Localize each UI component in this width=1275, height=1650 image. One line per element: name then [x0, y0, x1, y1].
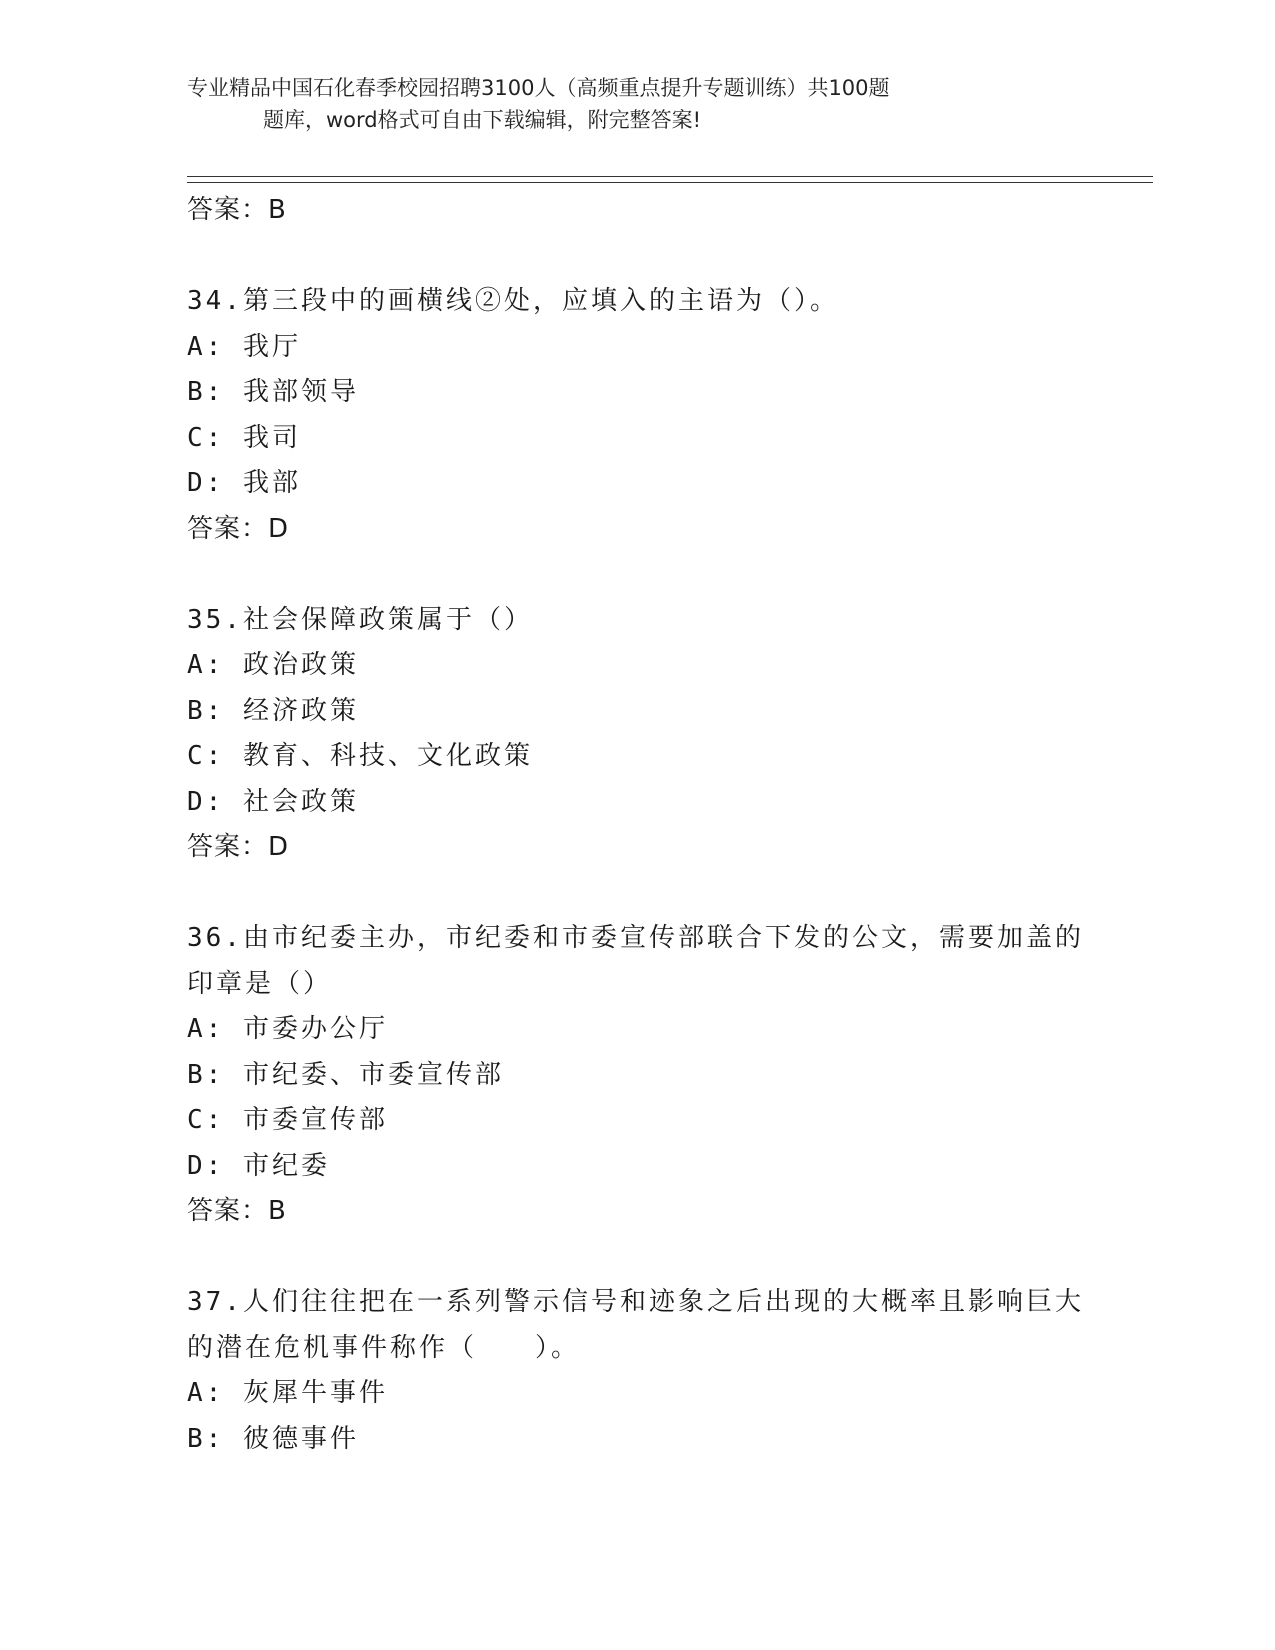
- option-a: A: 灰犀牛事件: [187, 1378, 388, 1408]
- option-c: C: 我司: [187, 422, 301, 453]
- option-d: D: 社会政策: [187, 786, 359, 817]
- spacer: [187, 234, 1087, 280]
- option-b: B: 我部领导: [187, 377, 359, 407]
- option-d: D: 我部: [187, 468, 301, 498]
- answer-line: 答案：D: [187, 513, 290, 544]
- question-text: 35.社会保障政策属于（）: [187, 604, 533, 635]
- option-b: B: 彼德事件: [187, 1423, 359, 1454]
- question-block: [187, 279, 1087, 552]
- option-a: A: 市委办公厅: [187, 1014, 388, 1044]
- question-text: 36.由市纪委主办，市纪委和市委宣传部联合下发的公文，需要加盖的印章是（）: [187, 923, 1084, 999]
- question-text: 34.第三段中的画横线②处，应填入的主语为（）。: [187, 286, 839, 316]
- question-block: [187, 916, 1087, 1235]
- header-line-1: 专业精品中国石化春季校园招聘3100人（高频重点提升专题训练）共100题: [187, 76, 890, 100]
- header-divider-top: [187, 176, 1153, 177]
- answer-line: 答案：B: [187, 195, 287, 225]
- question-block: [187, 598, 1087, 871]
- option-c: C: 市委宣传部: [187, 1105, 388, 1135]
- option-b: B: 市纪委、市委宣传部: [187, 1059, 504, 1090]
- option-d: D: 市纪委: [187, 1150, 330, 1181]
- header-line-2: 题库，word格式可自由下载编辑，附完整答案!: [263, 108, 702, 132]
- spacer: [187, 552, 1087, 598]
- question-block: [187, 1280, 1087, 1462]
- header-divider-bottom: [187, 182, 1153, 183]
- spacer: [187, 1235, 1087, 1281]
- answer-line: 答案：D: [187, 832, 290, 862]
- question-list: [187, 188, 1087, 1462]
- option-a: A: 政治政策: [187, 650, 359, 680]
- option-a: A: 我厅: [187, 331, 301, 362]
- option-b: B: 经济政策: [187, 695, 359, 726]
- spacer: [187, 871, 1087, 917]
- answer-line: 答案：B: [187, 1196, 287, 1226]
- option-c: C: 教育、科技、文化政策: [187, 741, 533, 771]
- page-header: [187, 72, 1047, 136]
- question-text: 37.人们往往把在一系列警示信号和迹象之后出现的大概率且影响巨大的潜在危机事件称作（ ）。: [187, 1287, 1084, 1363]
